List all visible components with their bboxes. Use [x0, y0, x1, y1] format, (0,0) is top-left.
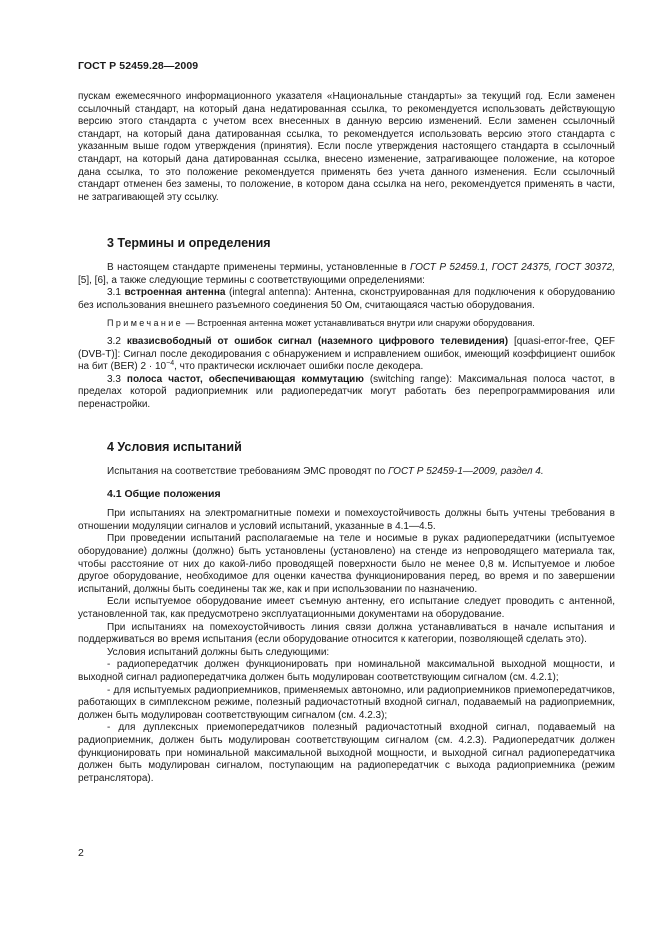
exponent: −4 [166, 360, 175, 368]
list-item: - для дуплексных приемопередатчиков полезный радиочастотный входной сигнал, подаваемый на радиоприемник, должен быть модулирован соответствующим сигналом (см. 4.2.3). Радиопередатчик должен функционировать при номинальной максимальной выходной мощности, и выходной сигнал радиопередатчика должен быть модулирован сигналом, поступающим на радиопередатчик с выхода радиоприемника (режим ретранслятора). [78, 722, 615, 784]
paragraph-4-1-a: При испытаниях на электромагнитные помехи и помехоустойчивость должны быть учтены требования в отношении модуляции сигналов и условий испытаний, указанные в 4.1—4.5. [78, 508, 615, 532]
term-3-3-name: полоса частот, обеспечивающая коммутацию [126, 373, 364, 385]
section-4-title: 4 Условия испытаний [107, 440, 242, 455]
intro-paragraph: пускам ежемесячного информационного указателя «Национальные стандарты» за текущий год. Если заменен ссылочный стандарт, на который дана недатированная ссылка, то рекомендуется использовать действующую версию этого стандарта с учетом всех внесенных в данную версию изменений. Если заменен ссылочный стандарт, на который дана датированная ссылка, то рекомендуется использовать версию этого стандарта с указанным выше годом утверждения (принятия). Если после утверждения настоящего стандарта в ссылочный стандарт, на который дана датированная ссылка, внесено изменение, затрагивающее положение, на которое дана ссылка, то это положение рекомендуется применять без учета данного изменения. Если ссылочный стандарт отменен без замены, то положение, в котором дана ссылка на него, рекомендуется применять в части, не затрагивающей эту ссылку. [78, 91, 615, 203]
paragraph-4-1-c: Если испытуемое оборудование имеет съемную антенну, его испытание следует проводить с антенной, установленной так, как предусмотрено эксплуатационными документами на оборудование. [78, 596, 615, 620]
section-3-intro-refs: ГОСТ Р 52459.1, ГОСТ 24375, ГОСТ 30372, [410, 261, 615, 273]
term-3-1: 3.1 встроенная антенна (integral antenna): Антенна, сконструированная для подключения к оборудованию без использования внешнего разъемного соединения 50 Ом, считающаяся частью оборудования. [78, 287, 616, 311]
section-4-intro-ref: ГОСТ Р 52459-1—2009, раздел 4. [388, 466, 544, 478]
section-3-title: 3 Термины и определения [107, 236, 271, 251]
page-number: 2 [78, 847, 84, 859]
document-header: ГОСТ Р 52459.28—2009 [78, 60, 199, 72]
subsection-4-1-title: 4.1 Общие положения [107, 487, 221, 500]
term-3-1-name: встроенная антенна [124, 287, 226, 299]
paragraph-4-1-e: Условия испытаний должны быть следующими: [107, 646, 330, 658]
page-content [78, 91, 615, 785]
list-item: - для испытуемых радиоприемников, применяемых автономно, или радиоприемников приемопередатчиков, работающих в симплексном режиме, полезный радиочастотный входной сигнал, подаваемый на радиоприемник, должен быть модулирован соответствующим сигналом (см. 4.2.3); [78, 684, 615, 721]
paragraph-4-1-d: При испытаниях на помехоустойчивость линия связи должна устанавливаться в начале испытания и поддерживаться во время испытания (если оборудование относится к категории, позволяющей сделать это). [78, 621, 615, 646]
note: Примечание — Встроенная антенна может устанавливаться внутри или снаружи оборудования. [107, 318, 535, 329]
term-3-2-name: квазисвободный от ошибок сигнал (наземного цифрового телевидения) [126, 335, 509, 347]
section-3-intro: В настоящем стандарте применены термины, установленные в ГОСТ Р 52459.1, ГОСТ 24375, ГОСТ 30372, [5], [6], а также следующие термины с соответствующими определениями: [78, 261, 615, 286]
term-3-3: 3.3 полоса частот, обеспечивающая коммутацию (switching range): Максимальная полоса частот, в пределах которой радиоприемник или радиопередатчик могут работать без перепрограммирования или перенастройки. [78, 373, 615, 410]
list-item: - радиопередатчик должен функционировать при номинальной максимальной выходной мощности, и выходной сигнал радиопередатчика должен быть модулирован соответствующим сигналом (см. 4.2.1); [78, 659, 615, 683]
term-3-2: 3.2 квазисвободный от ошибок сигнал (наземного цифрового телевидения) [quasi-error-free, QEF (DVB-T)]: Сигнал после декодирования с обнаружением и исправлением ошибок, имеющий коэффициент ошибок на бит (BER) $2 \cdot 10^{-4}$, что практически исключает ошибки после декодера. [78, 335, 615, 373]
section-4-intro: Испытания на соответствие требованиям ЭМС проводят по ГОСТ Р 52459-1—2009, раздел 4. [107, 466, 544, 478]
paragraph-4-1-b: При проведении испытаний располагаемые на теле и носимые в руках радиопередатчики (испытуемое оборудование) должны (должно) быть установлены (установлено) на стенде из непроводящего материала так, чтобы расстояние от них до какой-либо проводящей поверхности было не менее 0,8 м. Испытуемое и любое другое оборудование, необходимое для оценки качества функционирования перед, во время и по завершении испытаний, должны быть соединены так же, как и при использовании по назначению. [78, 533, 615, 595]
note-label: Примечание [107, 318, 184, 329]
